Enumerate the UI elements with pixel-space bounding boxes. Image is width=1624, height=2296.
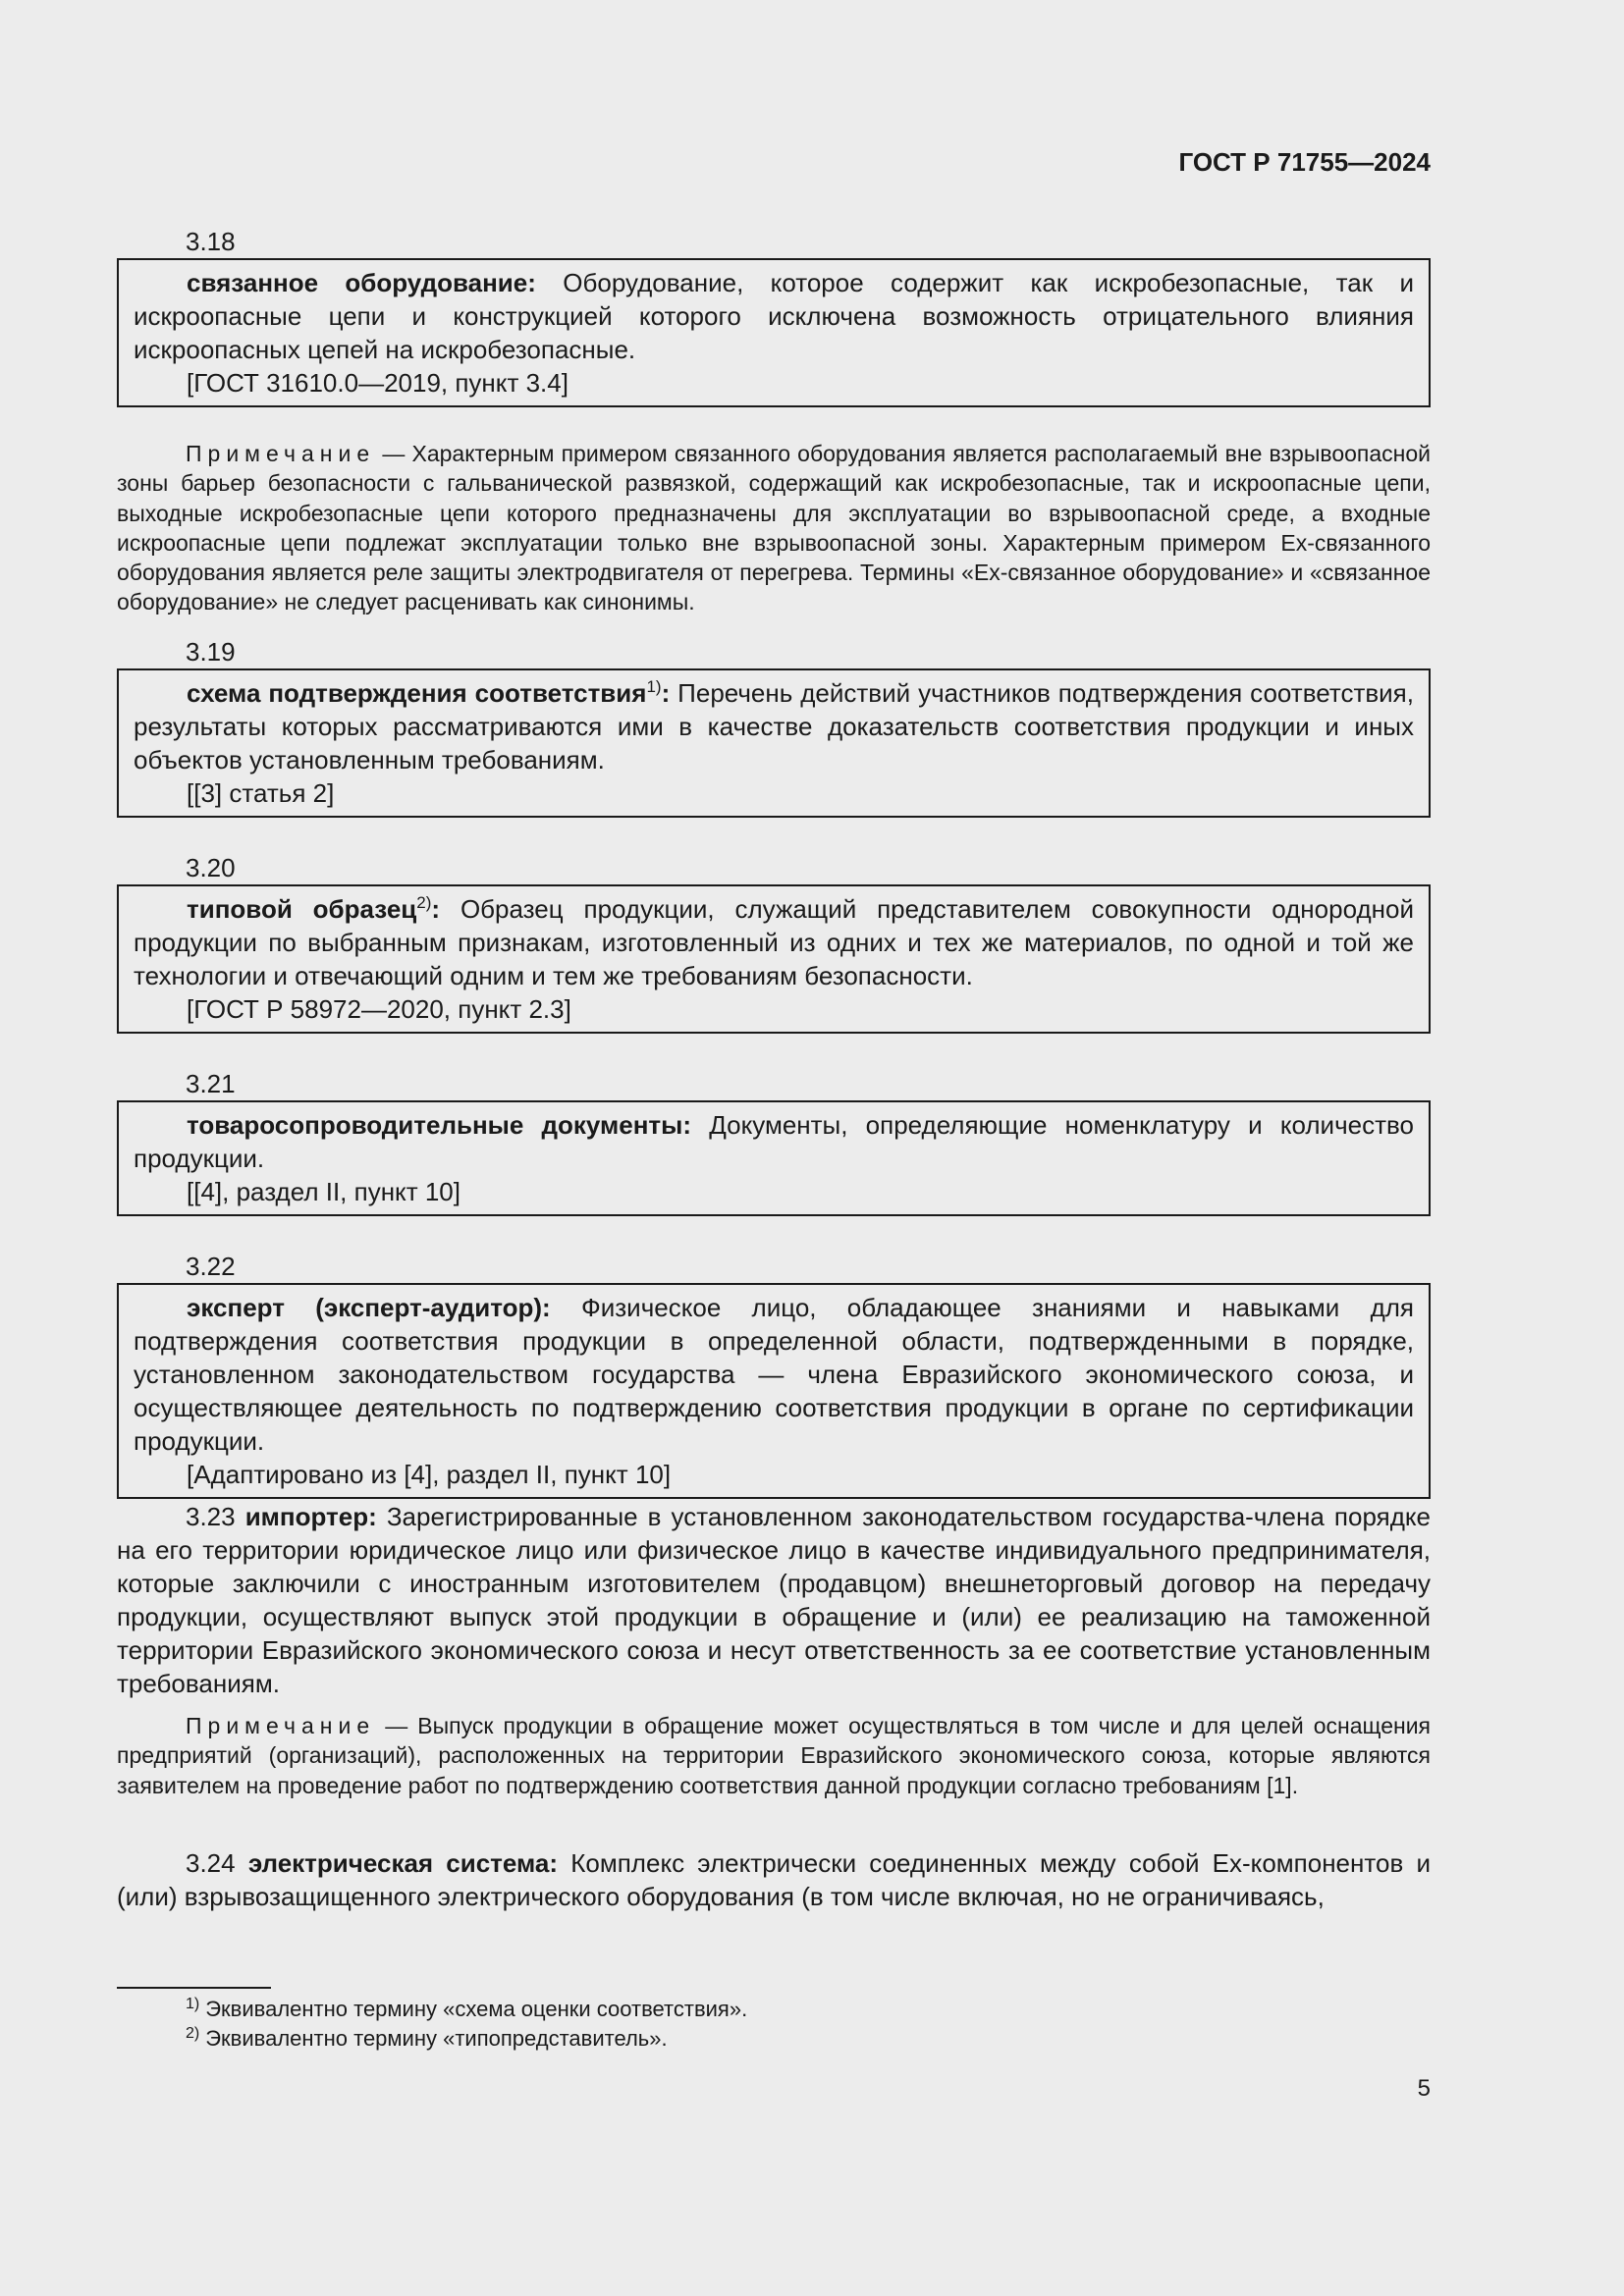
footnote-mark: 2)	[186, 2025, 200, 2042]
definition: Образец продукции, служащий представителем совокупности однородной продукции по выбранным признакам, изготовленный из одних и тех же материалов, по одной и той же технологии и отвечающий одним и тем же требованиям безопасности.	[134, 894, 1414, 990]
source-ref: [Адаптировано из [4], раздел II, пункт 10]	[187, 1460, 672, 1489]
page-number: 5	[1417, 2075, 1431, 2102]
footnote-mark: 2)	[416, 893, 432, 912]
entry-3-19	[117, 635, 1431, 818]
entry-3-22	[117, 1250, 1431, 1499]
document-page	[117, 0, 1431, 2296]
note-3-18	[117, 439, 1431, 617]
document-id-header: ГОСТ Р 71755—2024	[1178, 147, 1431, 177]
definition: Документы, определяющие номенклатуру и количество продукции.	[134, 1110, 1414, 1173]
term: импортер:	[244, 1502, 377, 1531]
entry-number: 3.21	[186, 1069, 236, 1098]
entry-number: 3.22	[186, 1252, 236, 1281]
term: эксперт (эксперт-аудитор):	[187, 1293, 551, 1322]
entry-number: 3.20	[186, 853, 236, 882]
definition-box	[117, 1100, 1431, 1216]
footnote-2	[117, 2024, 1431, 2054]
definition: Физическое лицо, обладающее знаниями и навыками для подтверждения соответствия продукции в определенной области, подтвержденными в порядке, установленном законодательством государства — члена Евразийского экономического союза, и осуществляющее деятельность по подтверждению соответствия продукции в органе по сертификации продукции.	[134, 1293, 1414, 1456]
term: электрическая система:	[247, 1848, 559, 1878]
term: схема подтверждения соответствия	[187, 678, 647, 708]
definition: Комплекс электрически соединенных между собой Ex-компонентов и (или) взрывозащищенного электрического оборудования (в том числе включая, но не ограничиваясь,	[117, 1848, 1431, 1911]
entry-number: 3.19	[186, 637, 236, 667]
definition-box: типовой образец$^{2)}$: Образец продукции, служащий представителем совокупности однородной продукции по выбранным признакам, изготовленный из одних и тех же материалов, по одной и той же технологии и отвечающий одним и тем же требованиям безопасности. [ГОСТ Р 58972—2020, пункт 2.3]	[117, 884, 1431, 1034]
entry-3-20	[117, 851, 1431, 1034]
note-text: — Характерным примером связанного оборудования является располагаемый вне взрывоопасной зоны барьер безопасности с гальванической развязкой, содержащий как искробезопасные, так и искроопасные цепи, выходные искробезопасные цепи которого предназначены для эксплуатации во взрывоопасной среде, а входные искроопасные цепи подлежат эксплуатации только вне взрывоопасной зоны. Характерным примером Ex-связанного оборудования является реле защиты электродвигателя от перегрева. Термины «Ex-связанное оборудование» и «связанное оборудование» не следует расценивать как синонимы.	[117, 441, 1431, 615]
note-label: Примечание	[186, 441, 376, 466]
source-ref: [[3] статья 2]	[187, 778, 335, 808]
source-ref: [[4], раздел II, пункт 10]	[187, 1177, 460, 1206]
note-text: — Выпуск продукции в обращение может осуществляться в том числе и для целей оснащения предприятий (организаций), расположенных на территории Евразийского экономического союза, которые являются заявителем на проведение работ по подтверждению соответствия данной продукции согласно требованиям [1].	[117, 1713, 1431, 1798]
entry-3-18	[117, 225, 1431, 407]
entry-number: 3.23	[186, 1502, 236, 1531]
source-ref: [ГОСТ 31610.0—2019, пункт 3.4]	[187, 368, 568, 398]
note-3-23	[117, 1711, 1431, 1800]
entry-3-24	[117, 1846, 1431, 1913]
footnotes	[117, 1995, 1431, 2054]
footnote-mark: 1)	[646, 677, 662, 696]
footnote-divider	[117, 1987, 271, 1989]
note-label: Примечание	[186, 1713, 376, 1738]
entry-number: 3.24	[186, 1848, 236, 1878]
term: товаросопроводительные документы:	[187, 1110, 692, 1140]
term: связанное оборудование:	[187, 268, 536, 297]
definition: Оборудование, которое содержит как искробезопасные, так и искроопасные цепи и конструкцией которого исключена возможность отрицательного влияния искроопасных цепей на искробезопасные.	[134, 268, 1414, 364]
definition-box: схема подтверждения соответствия$^{1)}$: Перечень действий участников подтверждения соответствия, результаты которых рассматриваются ими в качестве доказательств соответствия продукции и иных объектов установленным требованиям. [[3] статья 2]	[117, 668, 1431, 818]
footnote-text: Эквивалентно термину «типопредставитель».	[205, 2026, 668, 2051]
definition: Перечень действий участников подтверждения соответствия, результаты которых рассматриваются ими в качестве доказательств соответствия продукции и иных объектов установленным требованиям.	[134, 678, 1414, 774]
footnote-mark: 1)	[186, 1996, 200, 2012]
term: типовой образец	[187, 894, 417, 924]
footnote-1	[117, 1995, 1431, 2024]
source-ref: [ГОСТ Р 58972—2020, пункт 2.3]	[187, 994, 571, 1024]
entry-number: 3.18	[186, 227, 236, 256]
footnote-text: Эквивалентно термину «схема оценки соответствия».	[205, 1997, 748, 2021]
entry-3-21	[117, 1067, 1431, 1216]
definition-box	[117, 1283, 1431, 1499]
entry-3-23	[117, 1500, 1431, 1700]
definition: Зарегистрированные в установленном законодательством государства-члена порядке на его территории юридическое лицо или физическое лицо в качестве индивидуального предпринимателя, которые заключили с иностранным изготовителем (продавцом) внешнеторговый договор на передачу продукции, осуществляют выпуск этой продукции в обращение и (или) ее реализацию на таможенной территории Евразийского экономического союза и несут ответственность за ее соответствие установленным требованиям.	[117, 1502, 1431, 1698]
definition-box	[117, 258, 1431, 407]
